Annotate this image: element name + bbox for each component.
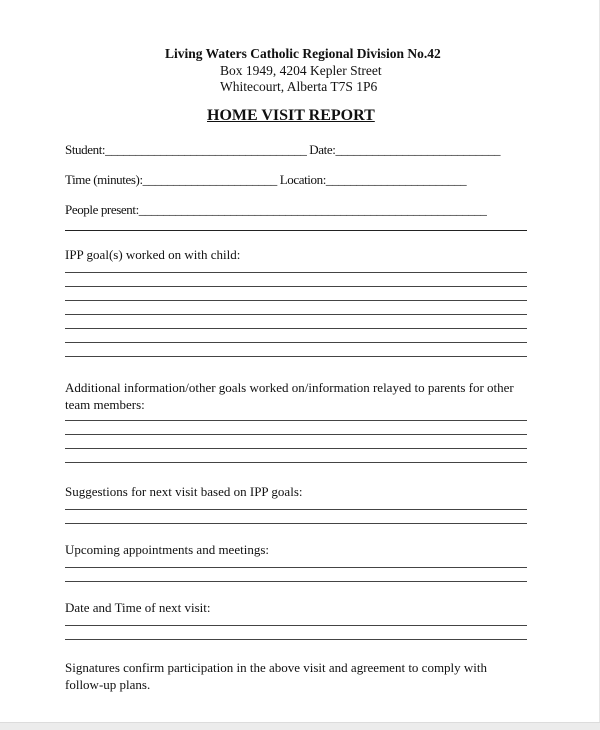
ipp-goals-line-3[interactable]	[65, 300, 527, 301]
signatures-statement: Signatures confirm participation in the above visit and agreement to comply with follow-up plans.	[65, 660, 488, 692]
additional-info-line-2[interactable]	[65, 434, 527, 435]
page-edge-bottom	[0, 722, 600, 730]
suggestions-line-2[interactable]	[65, 523, 527, 524]
people-present-field[interactable]: People present:_________________________________________________________	[65, 202, 487, 217]
appointments-line-2[interactable]	[65, 581, 527, 582]
additional-info-line-1[interactable]	[65, 420, 527, 421]
additional-info-label: Additional information/other goals worked on/information relayed to parents for other team members:	[65, 380, 514, 412]
ipp-goals-line-7[interactable]	[65, 356, 527, 357]
time-location-field[interactable]: Time (minutes):______________________ Location:_______________________	[65, 172, 467, 187]
ipp-goals-line-4[interactable]	[65, 314, 527, 315]
ipp-goals-line-2[interactable]	[65, 286, 527, 287]
additional-info-line-4[interactable]	[65, 462, 527, 463]
report-title: HOME VISIT REPORT	[207, 107, 375, 124]
section-divider	[65, 230, 527, 231]
suggestions-label: Suggestions for next visit based on IPP goals:	[65, 484, 303, 499]
appointments-line-1[interactable]	[65, 567, 527, 568]
address-line-1: Box 1949, 4204 Kepler Street	[220, 63, 382, 78]
ipp-goals-line-1[interactable]	[65, 272, 527, 273]
organization-name: Living Waters Catholic Regional Division No.42	[165, 46, 441, 61]
suggestions-line-1[interactable]	[65, 509, 527, 510]
next-visit-line-1[interactable]	[65, 625, 527, 626]
ipp-goals-line-5[interactable]	[65, 328, 527, 329]
appointments-label: Upcoming appointments and meetings:	[65, 542, 269, 557]
next-visit-line-2[interactable]	[65, 639, 527, 640]
ipp-goals-label: IPP goal(s) worked on with child:	[65, 247, 241, 262]
address-line-2: Whitecourt, Alberta T7S 1P6	[220, 79, 378, 94]
student-date-field[interactable]: Student:_________________________________ Date:___________________________	[65, 142, 501, 157]
next-visit-label: Date and Time of next visit:	[65, 600, 211, 615]
ipp-goals-line-6[interactable]	[65, 342, 527, 343]
additional-info-line-3[interactable]	[65, 448, 527, 449]
